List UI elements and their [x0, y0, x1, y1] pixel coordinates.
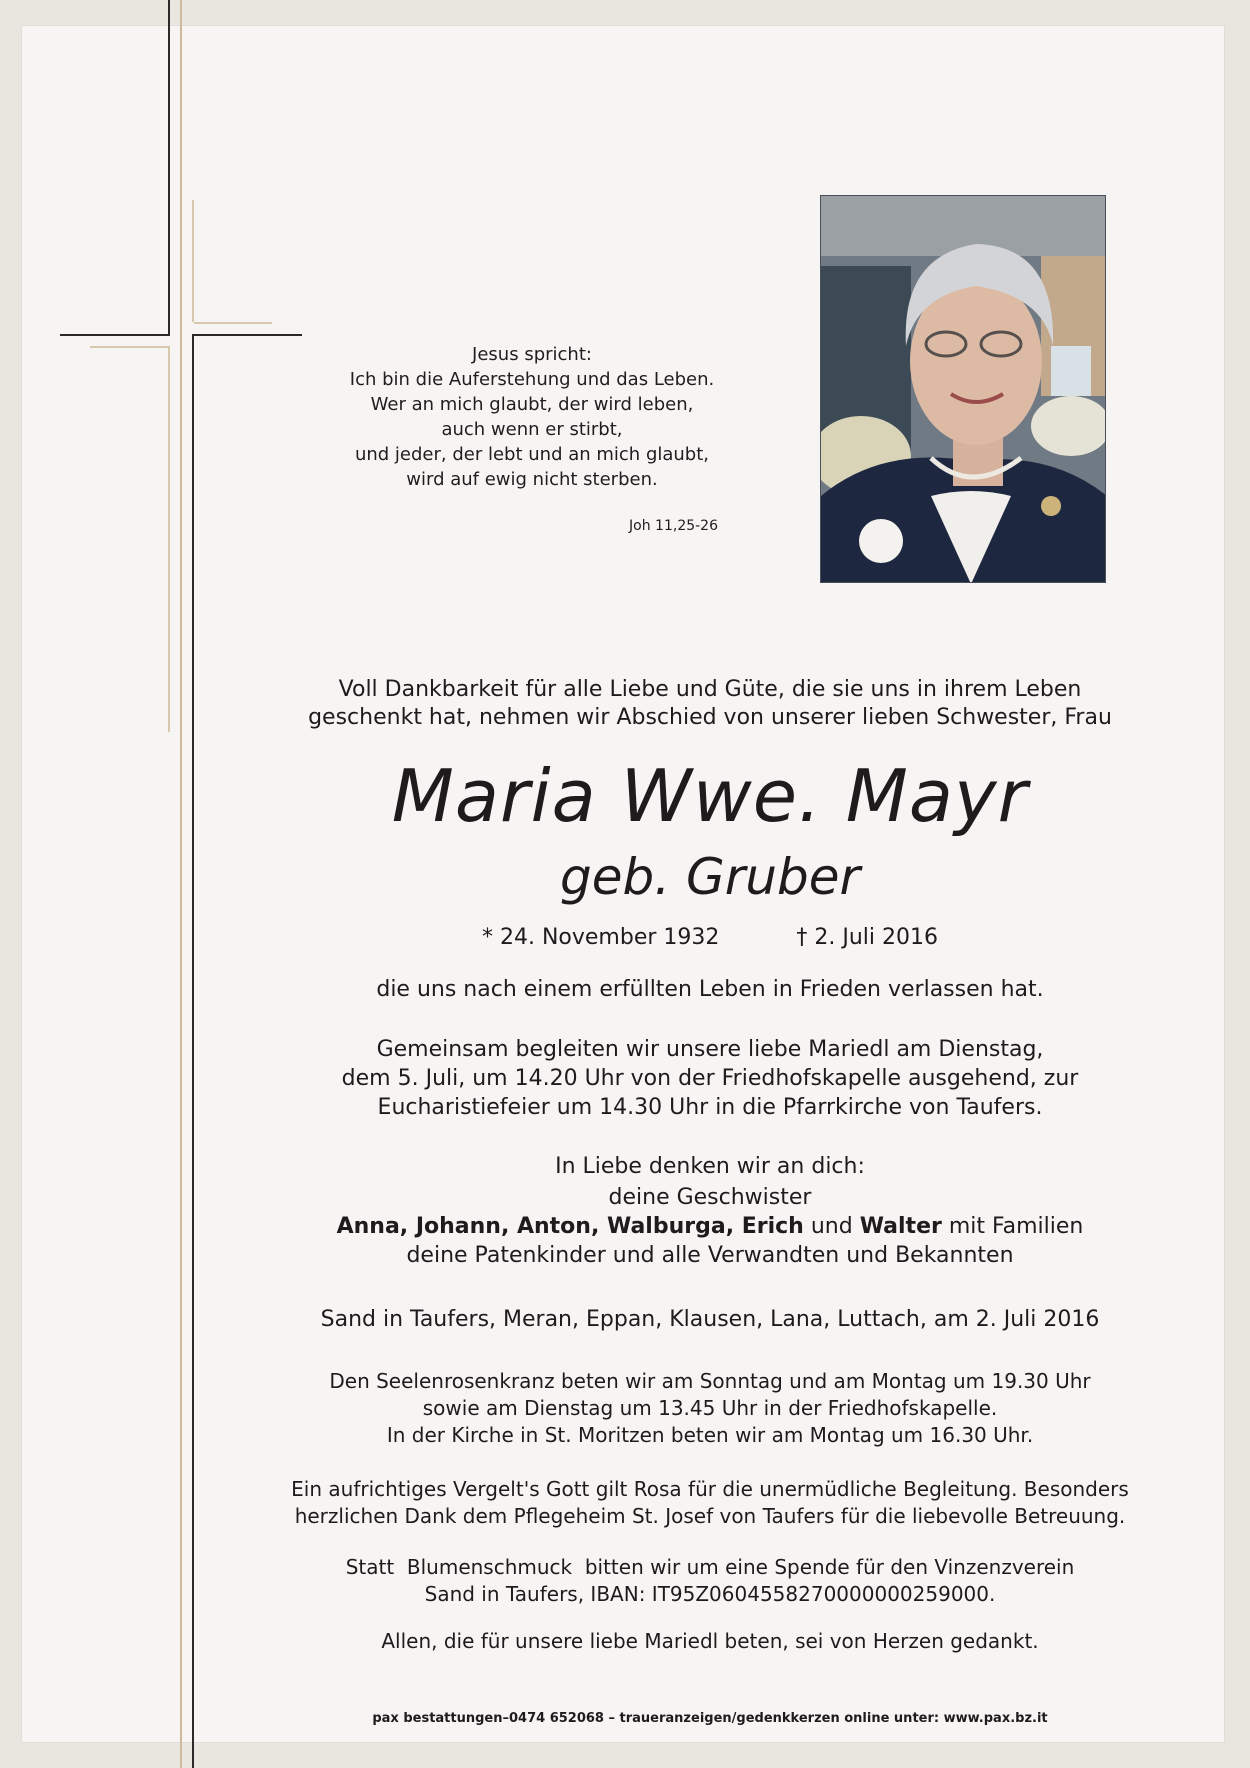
- donation-line: Statt Blumenschmuck bitten wir um eine Spende für den Vinzenzverein: [345, 1555, 1075, 1579]
- funeral-line: dem 5. Juli, um 14.20 Uhr von der Friedhofskapelle ausgehend, zur: [341, 1066, 1079, 1091]
- closing-text: [270, 1628, 1150, 1655]
- closing-line: Allen, die für unsere liebe Mariedl beten, sei von Herzen gedankt.: [381, 1629, 1039, 1653]
- siblings-label: deine Geschwister: [608, 1185, 812, 1210]
- scripture-line: Jesus spricht:: [472, 344, 592, 365]
- scripture-reference: Joh 11,25-26: [629, 518, 718, 534]
- intro-text: [270, 676, 1150, 732]
- donation-line: Sand in Taufers, IBAN: IT95Z0604558270000000259000.: [424, 1582, 996, 1606]
- farewell-line: [270, 975, 1150, 1004]
- mourners-heading: In Liebe denken wir an dich:: [555, 1154, 865, 1179]
- portrait-image: [821, 196, 1106, 583]
- funeral-info: [270, 1035, 1150, 1122]
- rosary-line: Den Seelenrosenkranz beten wir am Sonntag und am Montag um 19.30 Uhr: [329, 1369, 1091, 1393]
- scripture-quote: [300, 342, 764, 492]
- place-date-text: Sand in Taufers, Meran, Eppan, Klausen, Lana, Luttach, am 2. Juli 2016: [320, 1307, 1100, 1332]
- rosary-line: sowie am Dienstag um 13.45 Uhr in der Friedhofskapelle.: [422, 1396, 998, 1420]
- scripture-line: wird auf ewig nicht sterben.: [406, 469, 658, 490]
- maiden-name: geb. Gruber: [559, 848, 861, 906]
- thanks-line: Ein aufrichtiges Vergelt's Gott gilt Rosa für die unermüdliche Begleitung. Besonders: [291, 1477, 1129, 1501]
- scripture-line: auch wenn er stirbt,: [441, 419, 623, 440]
- intro-line: geschenkt hat, nehmen wir Abschied von unserer lieben Schwester, Frau: [308, 705, 1112, 730]
- footer-credit: pax bestattungen–0474 652068 – traueranzeigen/gedenkkerzen online unter: www.pax.bz.it: [372, 1711, 1048, 1726]
- siblings-names: [270, 1212, 1150, 1241]
- deceased-name: Maria Wwe. Mayr: [391, 754, 1029, 838]
- funeral-line: Gemeinsam begleiten wir unsere liebe Mariedl am Dienstag,: [376, 1037, 1044, 1062]
- scripture-line: und jeder, der lebt und an mich glaubt,: [354, 444, 710, 465]
- names-suffix: mit Familien: [941, 1214, 1084, 1239]
- farewell-text: die uns nach einem erfüllten Leben in Frieden verlassen hat.: [376, 977, 1044, 1002]
- donation-text: [270, 1554, 1150, 1608]
- rosary-line: In der Kirche in St. Moritzen beten wir am Montag um 16.30 Uhr.: [386, 1423, 1034, 1447]
- mourners-block: [270, 1152, 1150, 1270]
- intro-line: Voll Dankbarkeit für alle Liebe und Güte, die sie uns in ihrem Leben: [338, 677, 1082, 702]
- sibling-name-last: Walter: [859, 1214, 942, 1239]
- others-line: deine Patenkinder und alle Verwandten und Bekannten: [406, 1243, 1014, 1268]
- rosary-info: [270, 1368, 1150, 1449]
- birth-date: * 24. November 1932: [481, 925, 720, 950]
- funeral-line: Eucharistiefeier um 14.30 Uhr in die Pfarrkirche von Taufers.: [377, 1095, 1043, 1120]
- life-dates: [270, 924, 1150, 952]
- scripture-line: Ich bin die Auferstehung und das Leben.: [349, 369, 715, 390]
- portrait-photo: [820, 195, 1106, 583]
- thanks-text: [270, 1476, 1150, 1530]
- siblings-names-bold: Anna, Johann, Anton, Walburga, Erich: [336, 1214, 804, 1239]
- place-date: [270, 1305, 1150, 1334]
- death-date: † 2. Juli 2016: [796, 925, 939, 950]
- names-connector: und: [803, 1214, 860, 1239]
- thanks-line: herzlichen Dank dem Pflegeheim St. Josef von Taufers für die liebevolle Betreuung.: [294, 1504, 1126, 1528]
- scripture-line: Wer an mich glaubt, der wird leben,: [370, 394, 694, 415]
